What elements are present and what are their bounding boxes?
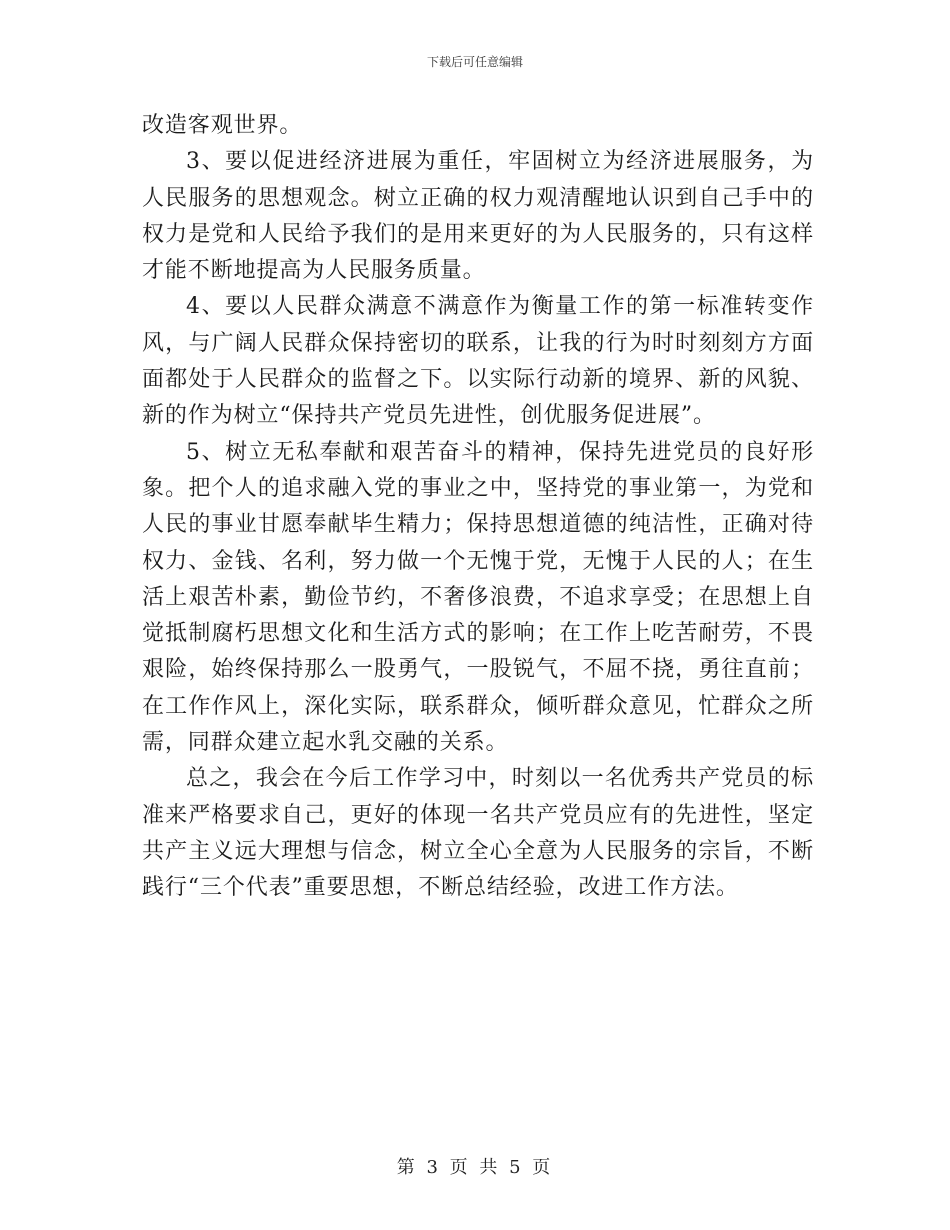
- paragraph-item-4: 4、要以人民群众满意不满意作为衡量工作的第一标准转变作风，与广阔人民群众保持密切的联系，让我的行为时时刻刻方方面面都处于人民群众的监督之下。以实际行动新的境界、新的风貌、新的作为树立“保持共产党员先进性，创优服务促进展”。: [142, 294, 814, 429]
- page-header: 下载后可任意编辑: [426, 55, 523, 69]
- document-body: [142, 108, 814, 907]
- page-number-footer: 第 3 页 共 5 页: [396, 1157, 554, 1178]
- paragraph-item-3: 3、要以促进经济进展为重任，牢固树立为经济进展服务，为人民服务的思想观念。树立正确的权力观清醒地认识到自己手中的权力是党和人民给予我们的是用来更好的为人民服务的，只有这样才能不断地提高为人民服务质量。: [142, 149, 814, 284]
- paragraph-continuation: 改造客观世界。: [142, 113, 303, 138]
- paragraph-summary: 总之，我会在今后工作学习中，时刻以一名优秀共产党员的标准来严格要求自己，更好的体现一名共产党员应有的先进性，坚定共产主义远大理想与信念，树立全心全意为人民服务的宗旨，不断践行“三个代表”重要思想，不断总结经验，改进工作方法。: [142, 766, 814, 901]
- paragraph-item-5: 5、树立无私奉献和艰苦奋斗的精神，保持先进党员的良好形象。把个人的追求融入党的事业之中，坚持党的事业第一，为党和人民的事业甘愿奉献毕生精力；保持思想道德的纯洁性，正确对待权力、金钱、名利，努力做一个无愧于党，无愧于人民的人；在生活上艰苦朴素，勤俭节约，不奢侈浪费，不追求享受；在思想上自觉抵制腐朽思想文化和生活方式的影响；在工作上吃苦耐劳，不畏艰险，始终保持那么一股勇气，一股锐气，不屈不挠，勇往直前；在工作作风上，深化实际，联系群众，倾听群众意见，忙群众之所需，同群众建立起水乳交融的关系。: [142, 439, 814, 756]
